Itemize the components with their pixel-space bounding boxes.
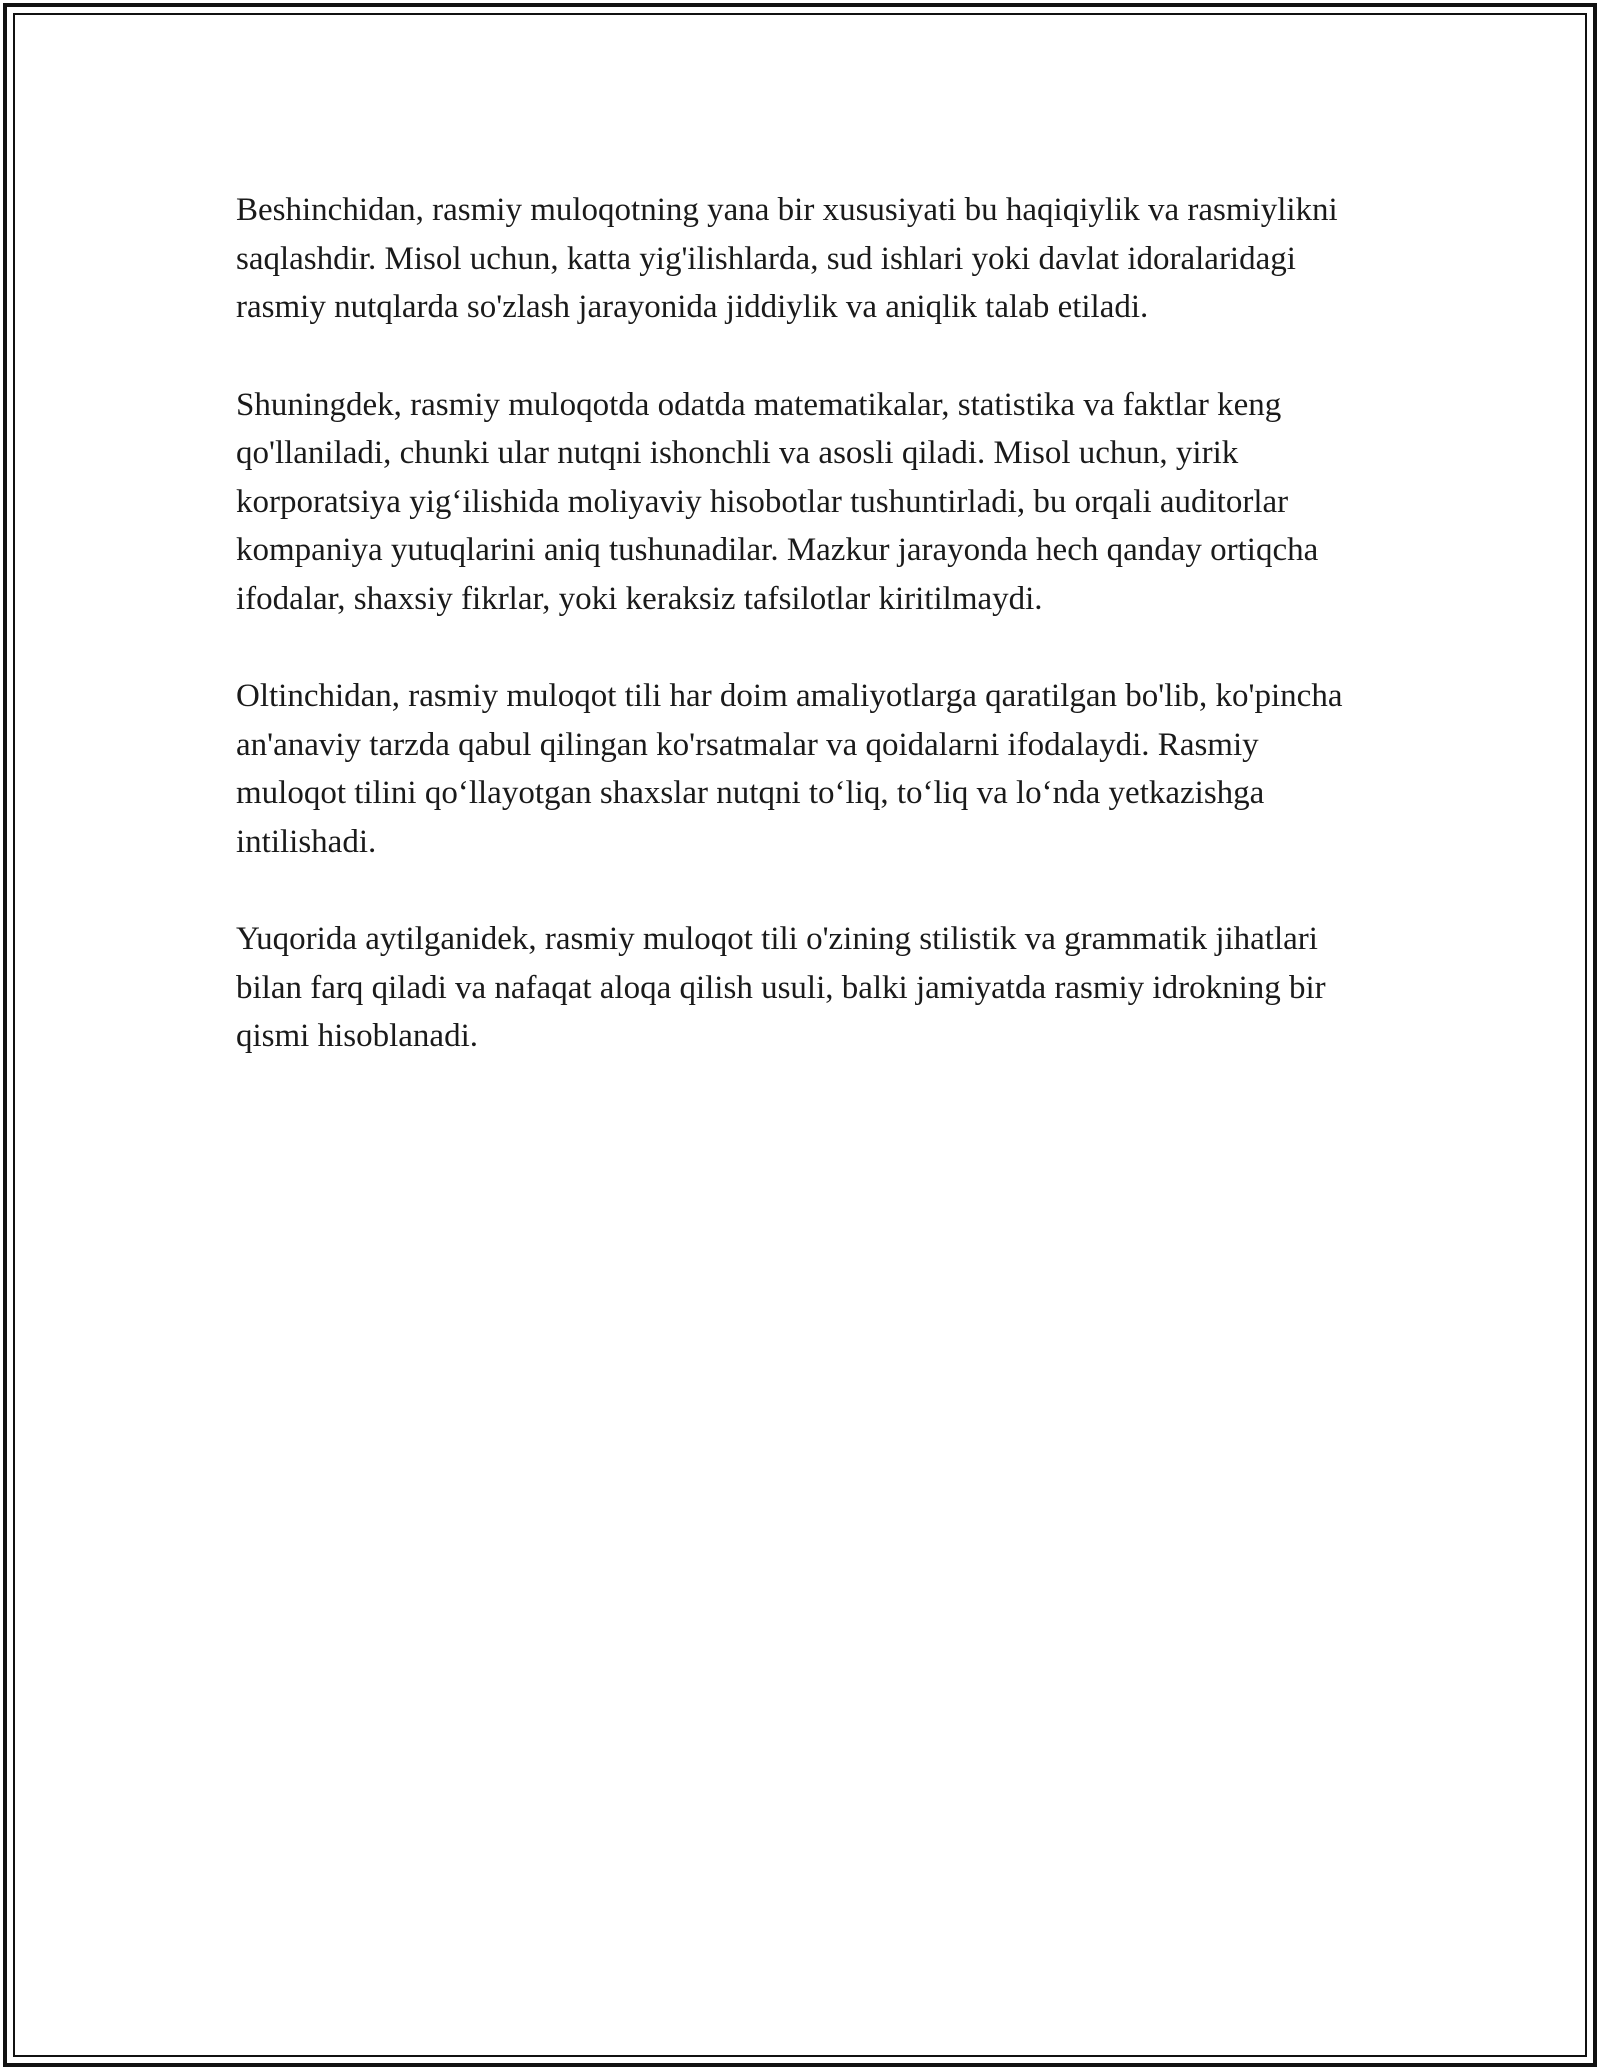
document-body: [236, 186, 1366, 1110]
paragraph-1: Beshinchidan, rasmiy muloqotning yana bir xususiyati bu haqiqiylik va rasmiylikni saqlashdir. Misol uchun, katta yig'ilishlarda, sud ishlari yoki davlat idoralaridagi rasmiy nutqlarda so'zlash jarayonida jiddiylik va aniqlik talab etiladi.: [236, 192, 1338, 325]
paragraph-3: Oltinchidan, rasmiy muloqot tili har doim amaliyotlarga qaratilgan bo'lib, ko'pincha an'anaviy tarzda qabul qilingan ko'rsatmalar va qoidalarni ifodalaydi. Rasmiy muloqot tilini qo‘llayotgan shaxslar nutqni to‘liq, to‘liq va lo‘nda yetkazishga intilishadi.: [236, 678, 1343, 860]
paragraph-2: Shuningdek, rasmiy muloqotda odatda matematikalar, statistika va faktlar keng qo'llaniladi, chunki ular nutqni ishonchli va asosli qiladi. Misol uchun, yirik korporatsiya yig‘ilishida moliyaviy hisobotlar tushuntirladi, bu orqali auditorlar kompaniya yutuqlarini aniq tushunadilar. Mazkur jarayonda hech qanday ortiqcha ifodalar, shaxsiy fikrlar, yoki keraksiz tafsilotlar kiritilmaydi.: [236, 386, 1319, 617]
paragraph-4: Yuqorida aytilganidek, rasmiy muloqot tili o'zining stilistik va grammatik jihatlari bilan farq qiladi va nafaqat aloqa qilish usuli, balki jamiyatda rasmiy idrokning bir qismi hisoblanadi.: [236, 921, 1326, 1054]
